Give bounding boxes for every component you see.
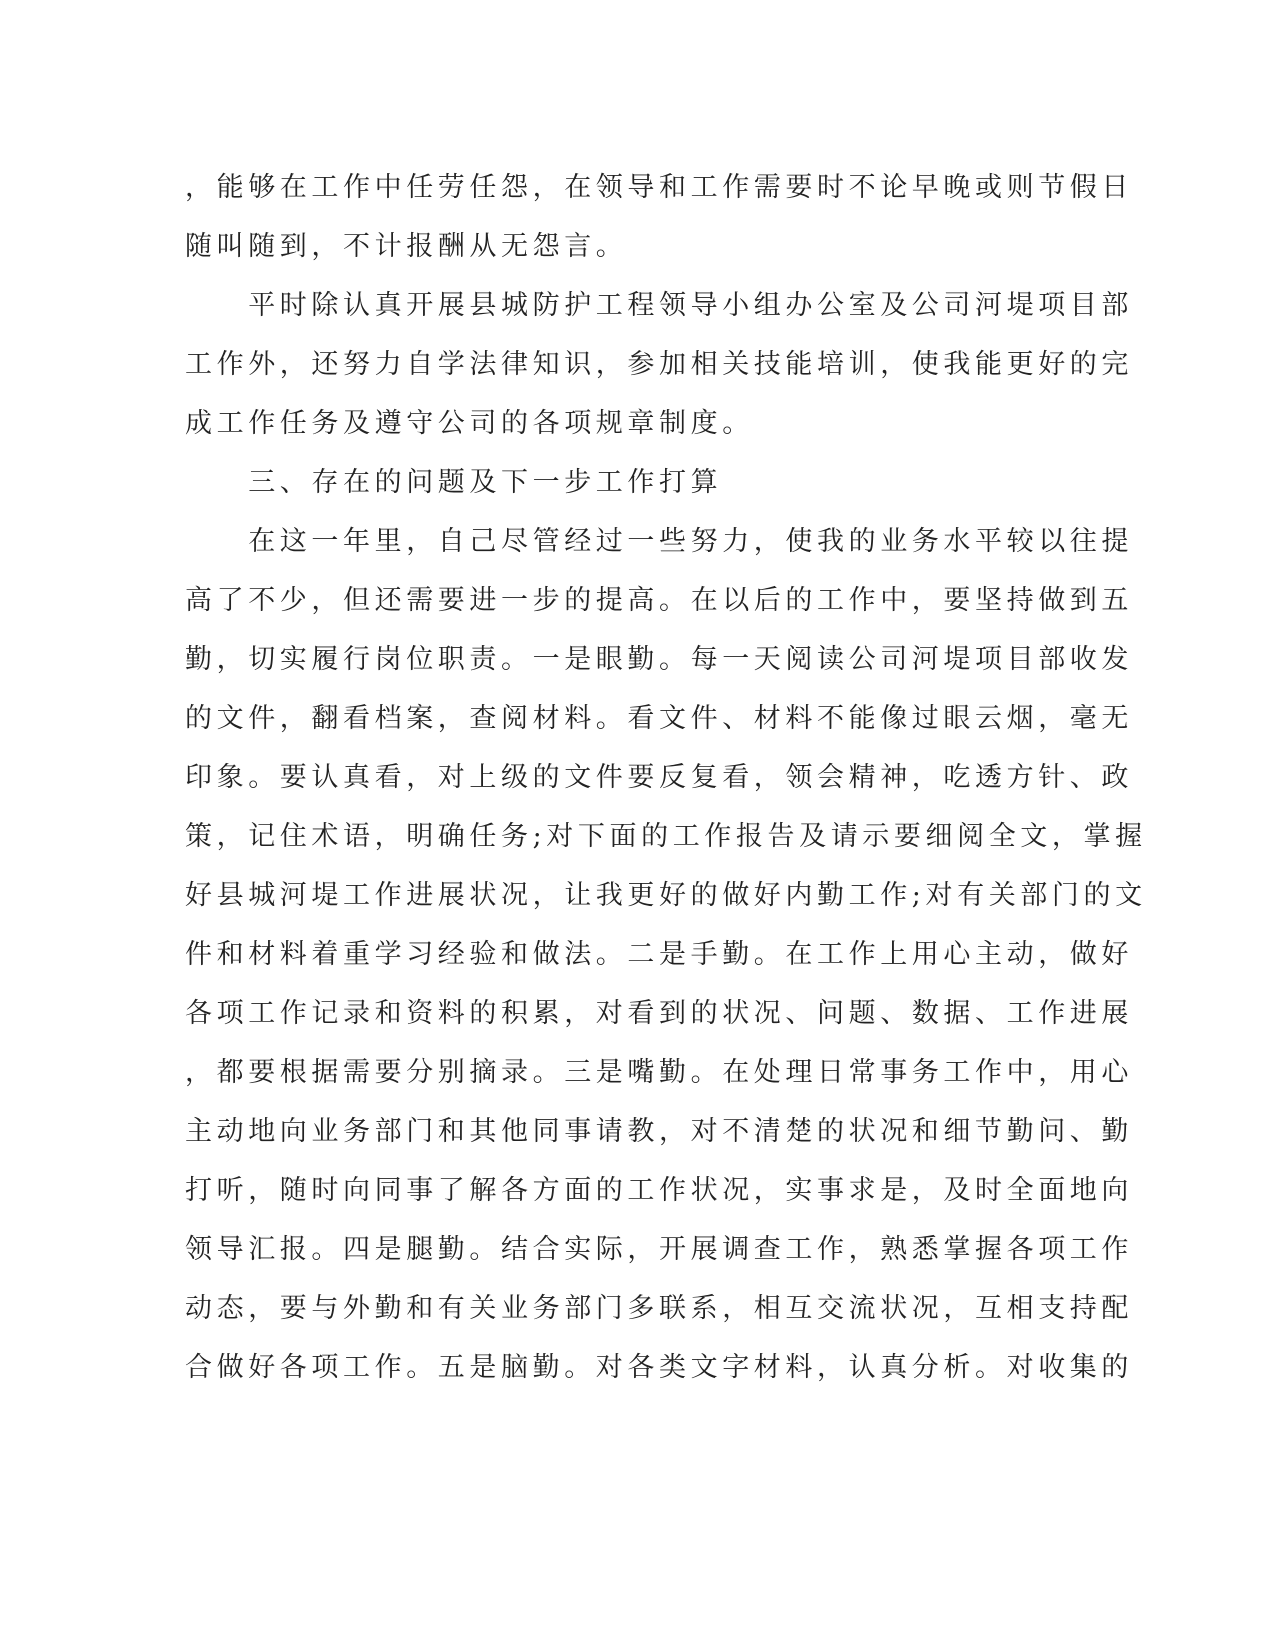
text-line: 件和材料着重学习经验和做法。二是手勤。在工作上用心主动，做好: [185, 939, 1133, 970]
section-heading: 三、存在的问题及下一步工作打算: [185, 467, 723, 498]
text-line: 各项工作记录和资料的积累，对看到的状况、问题、数据、工作进展: [185, 998, 1133, 1029]
text-line: 策，记住术语，明确任务;对下面的工作报告及请示要细阅全文，掌握: [185, 821, 1147, 852]
text-line: 平时除认真开展县城防护工程领导小组办公室及公司河堤项目部: [185, 290, 1133, 321]
text-line: 好县城河堤工作进展状况，让我更好的做好内勤工作;对有关部门的文: [185, 880, 1147, 911]
text-line: 成工作任务及遵守公司的各项规章制度。: [185, 408, 754, 439]
text-line: 合做好各项工作。五是脑勤。对各类文字材料，认真分析。对收集的: [185, 1352, 1133, 1383]
text-line: 工作外，还努力自学法律知识，参加相关技能培训，使我能更好的完: [185, 349, 1133, 380]
text-line: 在这一年里，自己尽管经过一些努力，使我的业务水平较以往提: [185, 526, 1133, 557]
text-line: 高了不少，但还需要进一步的提高。在以后的工作中，要坚持做到五: [185, 585, 1133, 616]
text-line: 动态，要与外勤和有关业务部门多联系，相互交流状况，互相支持配: [185, 1293, 1133, 1324]
text-line: 随叫随到，不计报酬从无怨言。: [185, 231, 628, 262]
text-line: 打听，随时向同事了解各方面的工作状况，实事求是，及时全面地向: [185, 1175, 1133, 1206]
text-line: 领导汇报。四是腿勤。结合实际，开展调查工作，熟悉掌握各项工作: [185, 1234, 1133, 1265]
text-line: ，都要根据需要分别摘录。三是嘴勤。在处理日常事务工作中，用心: [185, 1057, 1133, 1088]
text-line: ，能够在工作中任劳任怨，在领导和工作需要时不论早晚或则节假日: [185, 172, 1133, 203]
document-body: [185, 158, 1147, 1397]
text-line: 勤，切实履行岗位职责。一是眼勤。每一天阅读公司河堤项目部收发: [185, 644, 1133, 675]
text-line: 的文件，翻看档案，查阅材料。看文件、材料不能像过眼云烟，毫无: [185, 703, 1133, 734]
text-line: 主动地向业务部门和其他同事请教，对不清楚的状况和细节勤问、勤: [185, 1116, 1133, 1147]
text-line: 印象。要认真看，对上级的文件要反复看，领会精神，吃透方针、政: [185, 762, 1133, 793]
